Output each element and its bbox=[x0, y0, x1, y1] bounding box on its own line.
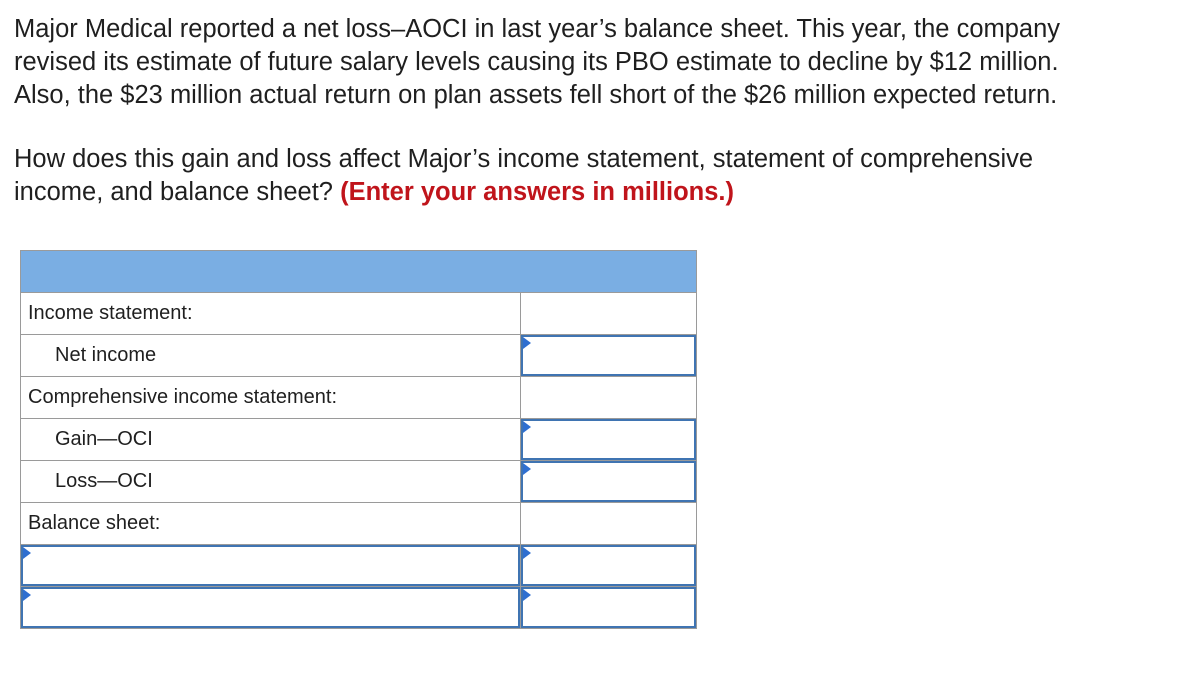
question-line-1: How does this gain and loss affect Major’s income statement, statement of comprehensive bbox=[14, 145, 1034, 173]
income-statement-label: Income statement: bbox=[21, 293, 521, 335]
answer-table bbox=[20, 250, 697, 629]
empty-cell bbox=[521, 503, 697, 545]
table-header-row bbox=[21, 251, 697, 293]
balance-account-input-1[interactable] bbox=[21, 545, 520, 586]
table-row bbox=[21, 335, 697, 377]
net-income-cell bbox=[521, 335, 697, 377]
problem-statement bbox=[14, 13, 1060, 112]
table-row bbox=[21, 377, 697, 419]
balance-sheet-label: Balance sheet: bbox=[21, 503, 521, 545]
table-row bbox=[21, 419, 697, 461]
question-text bbox=[14, 143, 1033, 209]
problem-line-1: Major Medical reported a net loss–AOCI in last year’s balance sheet. This year, the company bbox=[14, 15, 1061, 43]
table-row bbox=[21, 461, 697, 503]
instruction-text: (Enter your answers in millions.) bbox=[340, 178, 734, 206]
net-income-label: Net income bbox=[21, 335, 521, 377]
loss-oci-cell bbox=[521, 461, 697, 503]
balance-account-input-2[interactable] bbox=[21, 587, 520, 628]
balance-amount-cell bbox=[521, 545, 697, 587]
table-row bbox=[21, 503, 697, 545]
comprehensive-income-label: Comprehensive income statement: bbox=[21, 377, 521, 419]
balance-amount-input-2[interactable] bbox=[521, 587, 696, 628]
balance-account-cell bbox=[21, 545, 521, 587]
loss-oci-input[interactable] bbox=[521, 461, 696, 502]
table-row bbox=[21, 293, 697, 335]
gain-oci-input[interactable] bbox=[521, 419, 696, 460]
net-income-input[interactable] bbox=[521, 335, 696, 376]
table-row bbox=[21, 545, 697, 587]
problem-line-3: Also, the $23 million actual return on plan assets fell short of the $26 million expected return. bbox=[14, 81, 1058, 109]
question-line-2: income, and balance sheet? bbox=[14, 178, 333, 206]
gain-oci-cell bbox=[521, 419, 697, 461]
loss-oci-label: Loss—OCI bbox=[21, 461, 521, 503]
empty-cell bbox=[521, 377, 697, 419]
table-row bbox=[21, 587, 697, 629]
balance-amount-cell bbox=[521, 587, 697, 629]
balance-account-cell bbox=[21, 587, 521, 629]
gain-oci-label: Gain—OCI bbox=[21, 419, 521, 461]
empty-cell bbox=[521, 293, 697, 335]
table-header bbox=[21, 251, 697, 293]
balance-amount-input-1[interactable] bbox=[521, 545, 696, 586]
problem-line-2: revised its estimate of future salary levels causing its PBO estimate to decline by $12 million. bbox=[14, 48, 1059, 76]
